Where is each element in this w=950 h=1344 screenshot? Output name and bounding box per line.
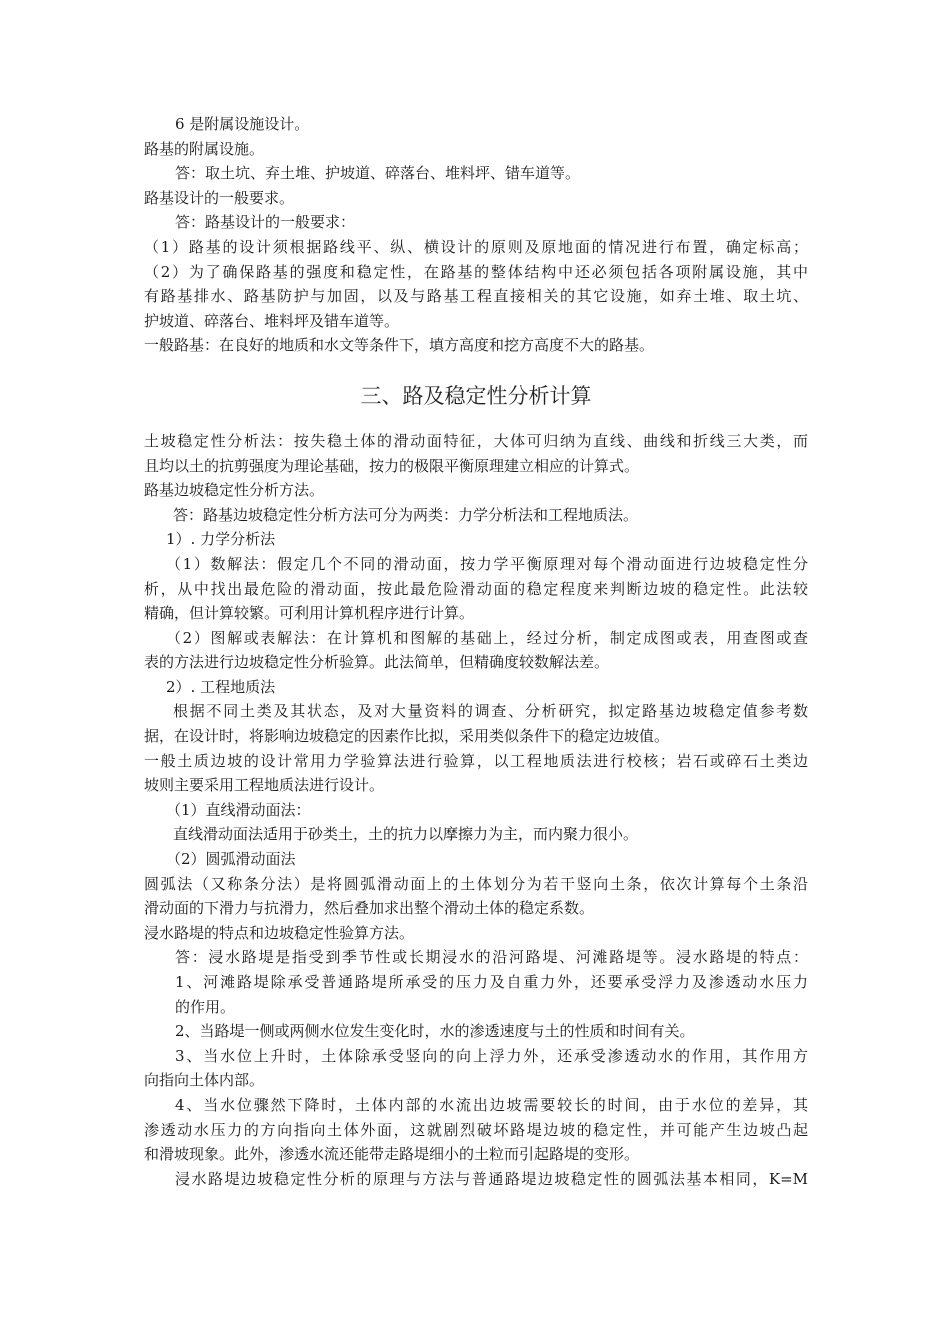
text-line: 1、河滩路堤除承受普通路堤所承受的压力及自重力外，还要承受浮力及渗透动水压力 — [175, 973, 808, 991]
section-heading: 三、路及稳定性分析计算 — [360, 383, 592, 408]
text-line: 路基设计的一般要求。 — [144, 188, 295, 207]
text-line: 2、当路堤一侧或两侧水位发生变化时，水的渗透速度与土的性质和时间有关。 — [175, 1022, 695, 1041]
text-line: 2）. 工程地质法 — [166, 677, 276, 696]
text-line: （1）直线滑动面法： — [166, 800, 311, 819]
text-line: 浸水路堤的特点和边坡稳定性验算方法。 — [144, 923, 415, 942]
text-line: （1）数解法：假定几个不同的滑动面，按力学平衡原理对每个滑动面进行边坡稳定性分 — [166, 554, 808, 573]
text-line: 向指向土体内部。 — [144, 1071, 265, 1090]
text-line: 答：路基设计的一般要求： — [175, 213, 356, 232]
text-line: 圆弧法（又称条分法）是将圆弧滑动面上的土体划分为若干竖向土条，依次计算每个土条沿 — [144, 874, 808, 893]
text-line: 护坡道、碎落台、堆料坪及错车道等。 — [144, 311, 400, 330]
text-line: 滑动面的下滑力与抗滑力，然后叠加求出整个滑动土体的稳定系数。 — [144, 899, 595, 918]
text-line: 答：浸水路堤是指受到季节性或长期浸水的沿河路堤、河滩路堤等。浸水路堤的特点： — [175, 948, 808, 967]
text-line: 一般土质边坡的设计常用力学验算法进行验算，以工程地质法进行校核；岩石或碎石土类边 — [144, 751, 808, 770]
text-line: 6 是附属设施设计。 — [175, 115, 310, 133]
text-line: （2）为了确保路基的强度和稳定性，在路基的整体结构中还必须包括各项附属设施，其中 — [144, 262, 808, 281]
text-line: 一般路基：在良好的地质和水文等条件下，填方高度和挖方高度不大的路基。 — [144, 336, 655, 355]
text-line: 坡则主要采用工程地质法进行设计。 — [144, 776, 385, 795]
text-line: 有路基排水、路基防护与加固，以及与路基工程直接相关的其它设施，如弃土堆、取土坑、 — [144, 287, 808, 306]
text-line: 浸水路堤边坡稳定性分析的原理与方法与普通路堤边坡稳定性的圆弧法基本相同，K=M — [175, 1169, 808, 1188]
text-line: 路基边坡稳定性分析方法。 — [144, 481, 325, 500]
text-line: 答：路基边坡稳定性分析方法可分为两类：力学分析法和工程地质法。 — [173, 505, 639, 524]
document-page — [144, 112, 808, 1191]
text-line: 精确，但计算较繁。可利用计算机程序进行计算。 — [144, 604, 475, 623]
text-line: 根据不同土类及其状态，及对大量资料的调查、分析研究，拟定路基边坡稳定值参考数 — [173, 702, 808, 721]
text-line: （1）路基的设计须根据路线平、纵、横设计的原则及原地面的情况进行布置，确定标高； — [144, 237, 808, 256]
text-line: 4、当水位骤然下降时，土体内部的水流出边坡需要较长的时间，由于水位的差异，其 — [175, 1095, 808, 1114]
text-line: 渗透动水压力的方向指向土体外面，这就剧烈破坏路堤边坡的稳定性，并可能产生边坡凸起 — [144, 1120, 808, 1139]
text-line: 据，在设计时，将影响边坡稳定的因素作比拟，采用类似条件下的稳定边坡值。 — [144, 727, 670, 746]
text-line: （2）圆弧滑动面法 — [166, 850, 296, 869]
text-line: 的作用。 — [175, 997, 236, 1016]
text-line: 土坡稳定性分析法：按失稳土体的滑动面特征，大体可归纳为直线、曲线和折线三大类，而 — [144, 431, 808, 450]
text-line: （2）图解或表解法：在计算机和图解的基础上，经过分析，制定成图或表，用查图或查 — [166, 628, 808, 647]
text-line: 答：取土坑、弃土堆、护坡道、碎落台、堆料坪、错车道等。 — [175, 164, 581, 183]
text-line: 路基的附属设施。 — [144, 139, 265, 158]
text-line: 1）. 力学分析法 — [166, 530, 276, 549]
text-line: 3、当水位上升时，土体除承受竖向的向上浮力外，还承受渗透动水的作用，其作用方 — [175, 1046, 808, 1065]
text-line: 表的方法进行边坡稳定性分析验算。此法简单，但精确度较数解法差。 — [144, 653, 610, 672]
text-line: 直线滑动面法适用于砂类土，土的抗力以摩擦力为主，而内聚力很小。 — [173, 825, 639, 844]
text-line: 和滑坡现象。此外，渗透水流还能带走路堤细小的土粒而引起路堤的变形。 — [144, 1145, 640, 1164]
text-line: 析，从中找出最危险的滑动面，按此最危险滑动面的稳定程度来判断边坡的稳定性。此法较 — [144, 579, 808, 598]
text-line: 且均以土的抗剪强度为理论基础，按力的极限平衡原理建立相应的计算式。 — [144, 456, 640, 475]
